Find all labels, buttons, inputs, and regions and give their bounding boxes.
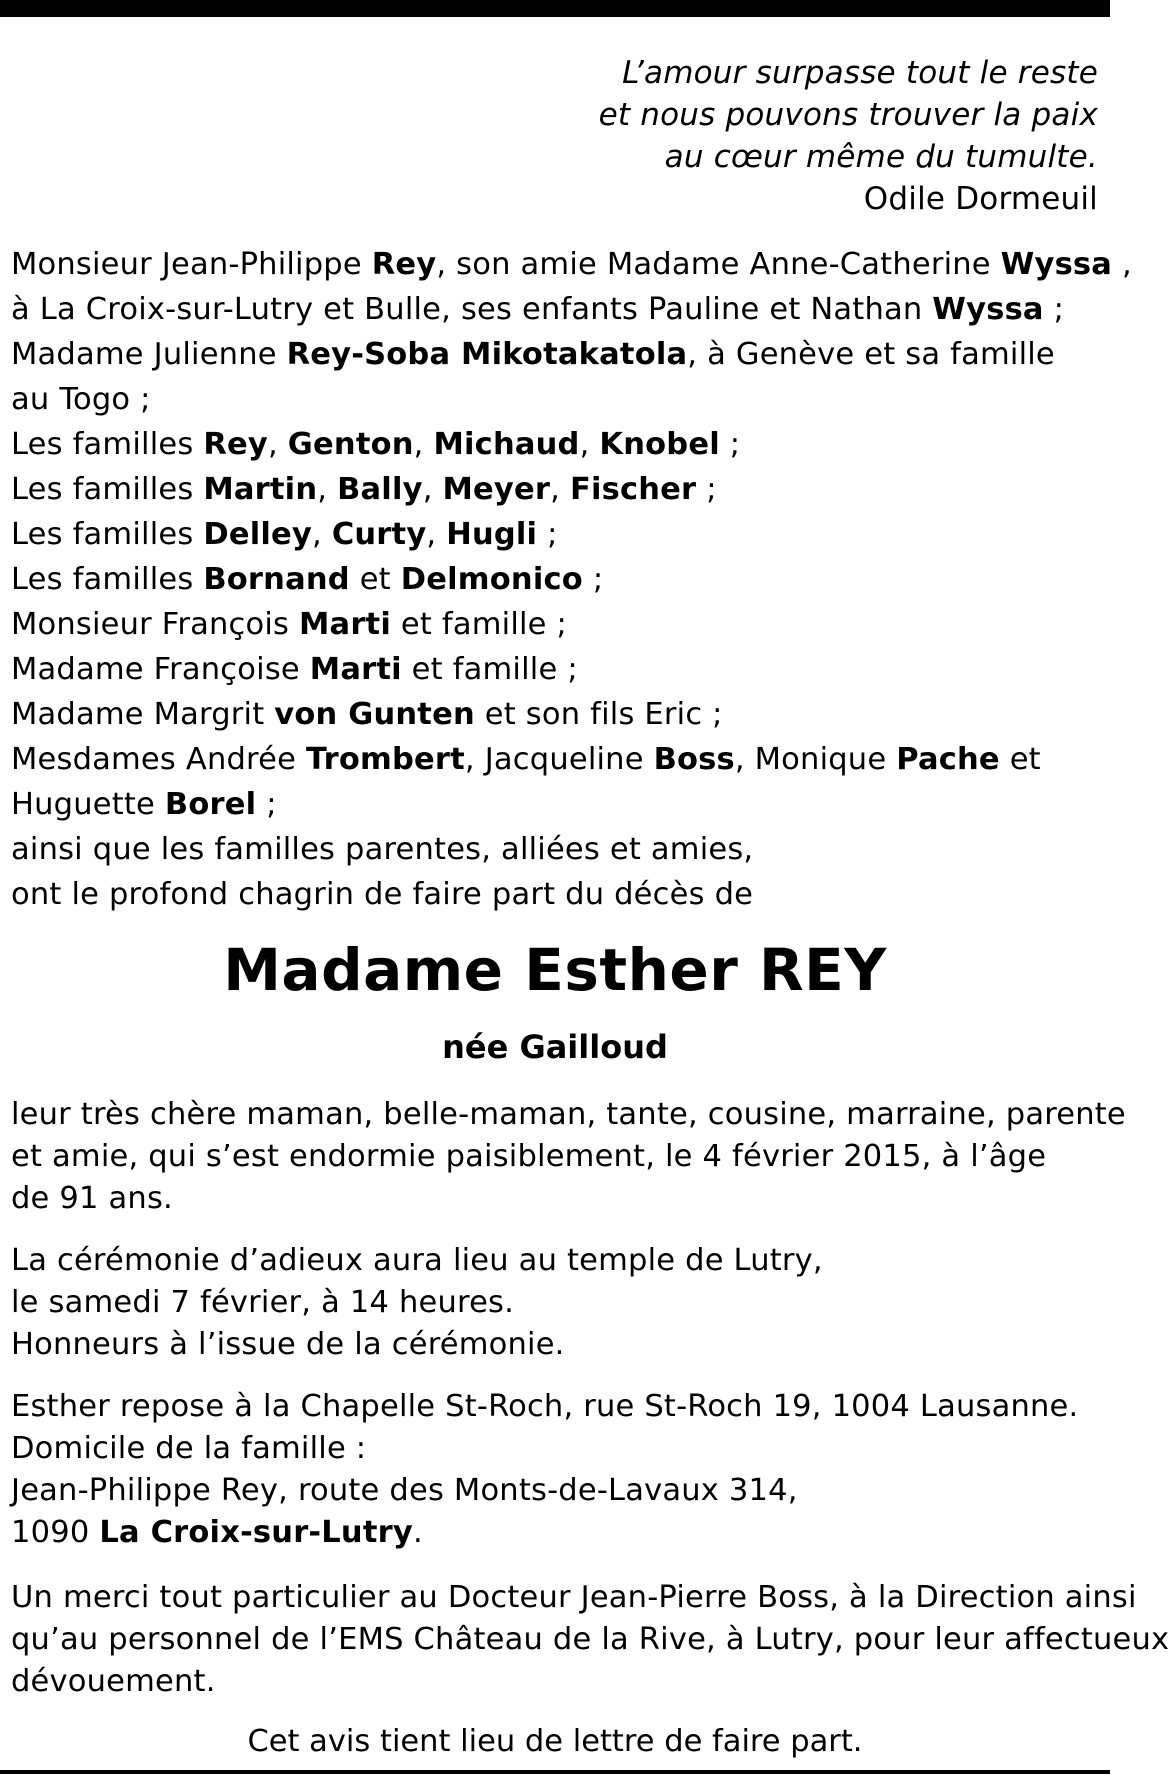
family-text: Monsieur François — [11, 607, 299, 642]
family-text: ; — [582, 562, 604, 597]
epigraph-line: L’amour surpasse tout le reste — [622, 55, 1098, 91]
family-surname: Meyer — [442, 472, 551, 507]
family-text: , — [317, 472, 338, 507]
family-text: et — [999, 742, 1041, 777]
thanks-paragraph — [11, 1577, 1169, 1703]
family-surname: Marti — [309, 652, 402, 687]
text-line: et amie, qui s’est endormie paisiblement, le 4 février 2015, à l’âge — [11, 1139, 1047, 1174]
family-line — [11, 782, 1101, 827]
repose-paragraph — [11, 1386, 1106, 1554]
family-announcement-list — [11, 242, 1132, 917]
family-surname: Curty — [331, 517, 427, 552]
family-text: Les familles — [11, 427, 204, 462]
family-text: ont le profond chagrin de faire part du décès de — [11, 877, 754, 912]
family-surname: Wyssa — [932, 292, 1044, 327]
family-text: , son amie Madame Anne-Catherine — [436, 247, 1001, 282]
family-surname: Marti — [298, 607, 391, 642]
family-line — [11, 422, 1101, 467]
family-text: , — [422, 472, 443, 507]
family-line — [11, 287, 1101, 332]
family-text: et son fils Eric ; — [474, 697, 723, 732]
family-text: , Jacqueline — [464, 742, 654, 777]
text-line: Honneurs à l’issue de la cérémonie. — [11, 1327, 565, 1362]
family-text: , à Genève et sa famille — [687, 337, 1055, 372]
deceased-name: Madame Esther REY — [223, 936, 887, 1004]
family-surname: von Gunten — [274, 697, 475, 732]
family-surname: Martin — [203, 472, 318, 507]
family-text: Les familles — [11, 517, 204, 552]
epigraph-quote — [599, 52, 1098, 220]
family-line — [11, 692, 1101, 737]
family-surname: Boss — [653, 742, 735, 777]
family-text: ; — [696, 472, 717, 507]
text-line: dévouement. — [11, 1664, 216, 1699]
family-text: , — [413, 427, 434, 462]
family-text: , — [1112, 247, 1132, 282]
family-line — [11, 467, 1101, 512]
family-text: , Monique — [734, 742, 897, 777]
family-text: Les familles — [11, 472, 204, 507]
family-surname: Rey — [371, 247, 437, 282]
family-surname: Rey — [203, 427, 268, 462]
text-line: de 91 ans. — [11, 1181, 173, 1216]
family-text: , — [426, 517, 447, 552]
family-text: à La Croix-sur-Lutry et Bulle, ses enfants Pauline et Nathan — [11, 292, 933, 327]
family-text: ; — [1043, 292, 1065, 327]
maiden-name: née Gailloud — [442, 1028, 668, 1066]
family-text: ; — [537, 517, 558, 552]
text-line: le samedi 7 février, à 14 heures. — [11, 1285, 515, 1320]
family-text: et — [349, 562, 401, 597]
epigraph-line: au cœur même du tumulte. — [664, 139, 1098, 175]
family-text: ainsi que les familles parentes, alliées et amies, — [11, 832, 754, 867]
family-text: Mesdames Andrée — [11, 742, 306, 777]
postal-code: 1090 — [11, 1515, 100, 1550]
family-line — [11, 557, 1101, 602]
family-text: ; — [719, 427, 741, 462]
family-text: , — [550, 472, 570, 507]
family-surname: Fischer — [569, 472, 697, 507]
family-surname: Rey-Soba Mikotakatola — [286, 337, 688, 372]
text-line: Jean-Philippe Rey, route des Monts-de-Lavaux 314, — [11, 1473, 798, 1508]
ceremony-paragraph — [11, 1240, 1106, 1366]
family-line — [11, 827, 1101, 872]
family-text: Huguette — [11, 787, 165, 822]
family-text: Madame Julienne — [11, 337, 287, 372]
family-surname: Genton — [287, 427, 414, 462]
top-border-rule — [0, 0, 1110, 17]
family-text: Madame Margrit — [11, 697, 275, 732]
family-line — [11, 737, 1101, 782]
family-line — [11, 512, 1101, 557]
family-surname: Borel — [164, 787, 257, 822]
family-text: , — [579, 427, 600, 462]
locality-name: La Croix-sur-Lutry — [99, 1515, 413, 1550]
text-line: Un merci tout particulier au Docteur Jean-Pierre Boss, à la Direction ainsi — [11, 1580, 1137, 1615]
family-text: ; — [256, 787, 277, 822]
description-paragraph — [11, 1094, 1126, 1220]
epigraph-author: Odile Dormeuil — [863, 181, 1098, 217]
family-surname: Delmonico — [400, 562, 583, 597]
family-surname: Hugli — [446, 517, 538, 552]
family-line — [11, 602, 1101, 647]
family-text: Les familles — [11, 562, 204, 597]
bottom-border-rule — [0, 1770, 1110, 1774]
family-text: et famille ; — [401, 652, 578, 687]
punctuation: . — [412, 1515, 423, 1550]
family-line — [11, 872, 1101, 917]
family-surname: Trombert — [305, 742, 465, 777]
family-surname: Bornand — [203, 562, 350, 597]
family-surname: Bally — [337, 472, 423, 507]
family-surname: Knobel — [599, 427, 720, 462]
text-line: qu’au personnel de l’EMS Château de la Rive, à Lutry, pour leur affectueux — [11, 1622, 1169, 1657]
family-surname: Pache — [896, 742, 1000, 777]
text-line: leur très chère maman, belle-maman, tante, cousine, marraine, parente — [11, 1097, 1126, 1132]
family-text: Madame Françoise — [11, 652, 310, 687]
text-line: Domicile de la famille : — [11, 1431, 367, 1466]
text-line: Esther repose à la Chapelle St-Roch, rue St-Roch 19, 1004 Lausanne. — [11, 1389, 1079, 1424]
text-line: La cérémonie d’adieux aura lieu au temple de Lutry, — [11, 1243, 823, 1278]
family-line — [11, 332, 1101, 377]
family-line — [11, 377, 1101, 422]
address-line — [11, 1512, 1106, 1554]
family-surname: Delley — [203, 517, 313, 552]
family-line — [11, 647, 1101, 692]
family-text: Monsieur Jean-Philippe — [11, 247, 372, 282]
family-text: , — [312, 517, 332, 552]
family-text: , — [267, 427, 288, 462]
closing-note: Cet avis tient lieu de lettre de faire part. — [247, 1724, 863, 1759]
epigraph-line: et nous pouvons trouver la paix — [598, 97, 1098, 133]
family-text: et famille ; — [391, 607, 568, 642]
family-surname: Wyssa — [1000, 247, 1113, 282]
family-line — [11, 242, 1132, 287]
family-text: au Togo ; — [11, 382, 151, 417]
family-surname: Michaud — [433, 427, 580, 462]
